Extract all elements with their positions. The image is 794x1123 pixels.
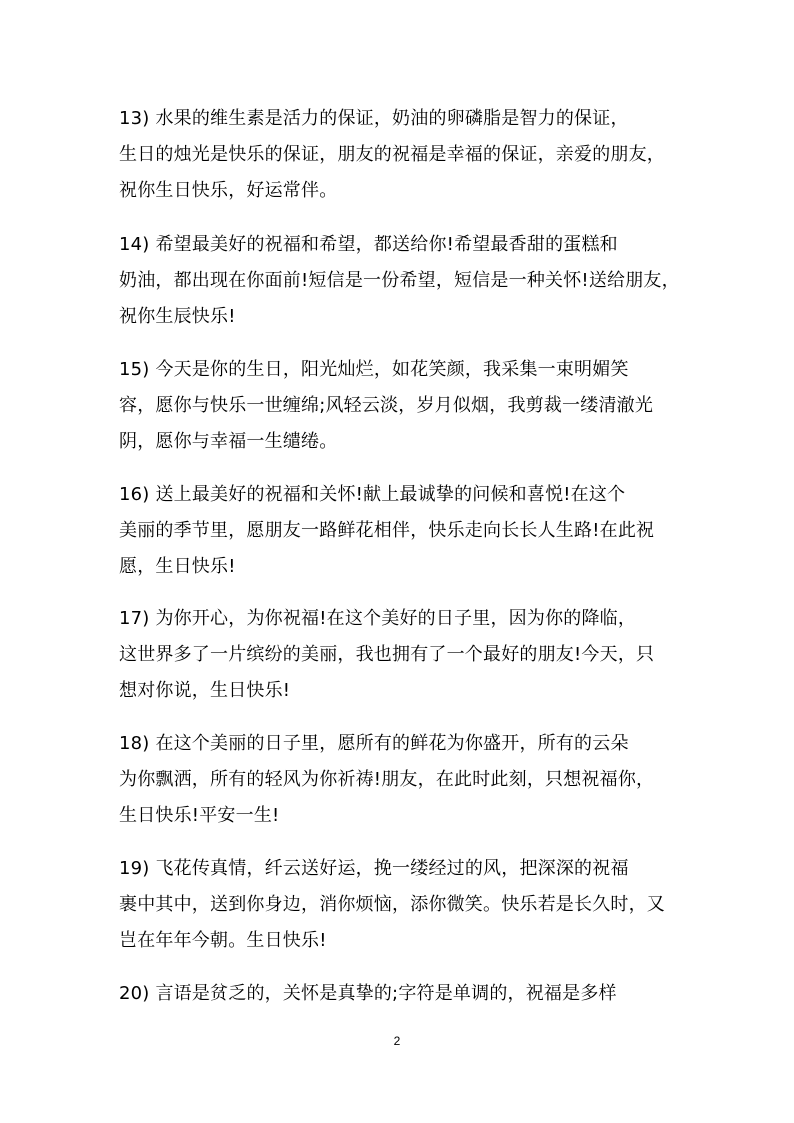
paragraph-line: 阴，愿你与幸福一生缱绻。: [119, 431, 338, 452]
item-number: 16): [119, 484, 150, 505]
item-number: 17): [119, 608, 150, 629]
paragraph-13: [119, 101, 679, 209]
paragraph-19: [119, 851, 679, 959]
paragraph-14: [119, 227, 679, 335]
paragraph-line: 岂在年年今朝。生日快乐!: [119, 930, 327, 951]
item-number: 19): [119, 858, 150, 879]
paragraph-line: 15) 今天是你的生日，阳光灿烂，如花笑颜，我采集一束明媚笑: [119, 359, 629, 380]
paragraph-line: 奶油，都出现在你面前!短信是一份希望，短信是一种关怀!送给朋友，: [119, 270, 680, 291]
paragraph-line: 为你飘洒，所有的轻风为你祈祷!朋友，在此时此刻，只想祝福你，: [119, 769, 655, 790]
paragraph-line: 愿，生日快乐!: [119, 556, 236, 577]
page-number: 2: [393, 1034, 401, 1048]
paragraph-16: [119, 477, 679, 585]
paragraph-line: 20) 言语是贫乏的，关怀是真挚的;字符是单调的，祝福是多样: [119, 983, 617, 1004]
paragraph-line: 13) 水果的维生素是活力的保证，奶油的卵磷脂是智力的保证，: [119, 108, 629, 129]
paragraph-line: 这世界多了一片缤纷的美丽，我也拥有了一个最好的朋友!今天，只: [119, 644, 655, 665]
paragraph-15: [119, 352, 679, 460]
paragraph-line: 18) 在这个美丽的日子里，愿所有的鲜花为你盛开，所有的云朵: [119, 733, 629, 754]
item-number: 14): [119, 234, 150, 255]
item-number: 18): [119, 733, 150, 754]
paragraph-line: 祝你生辰快乐!: [119, 306, 236, 327]
paragraph-line: 容，愿你与快乐一世缠绵;风轻云淡，岁月似烟，我剪裁一缕清澈光: [119, 395, 654, 416]
paragraph-line: 祝你生日快乐，好运常伴。: [119, 180, 338, 201]
paragraph-line: 19) 飞花传真情，纤云送好运，挽一缕经过的风，把深深的祝福: [119, 858, 629, 879]
paragraph-20: [119, 976, 679, 1012]
paragraph-line: 裹中其中，送到你身边，消你烦恼，添你微笑。快乐若是长久时，又: [119, 894, 665, 915]
paragraph-line: 14) 希望最美好的祝福和希望，都送给你!希望最香甜的蛋糕和: [119, 234, 618, 255]
item-number: 13): [119, 108, 150, 129]
paragraph-line: 生日的烛光是快乐的保证，朋友的祝福是幸福的保证，亲爱的朋友，: [119, 144, 665, 165]
item-number: 15): [119, 359, 150, 380]
paragraph-line: 想对你说，生日快乐!: [119, 680, 291, 701]
paragraph-17: [119, 601, 679, 709]
paragraph-line: 16) 送上最美好的祝福和关怀!献上最诚挚的问候和喜悦!在这个: [119, 484, 626, 505]
paragraph-line: 17) 为你开心，为你祝福!在这个美好的日子里，因为你的降临，: [119, 608, 637, 629]
paragraph-line: 生日快乐!平安一生!: [119, 805, 280, 826]
paragraph-18: [119, 726, 679, 834]
paragraph-line: 美丽的季节里，愿朋友一路鲜花相伴，快乐走向长长人生路!在此祝: [119, 520, 655, 541]
item-number: 20): [119, 983, 150, 1004]
